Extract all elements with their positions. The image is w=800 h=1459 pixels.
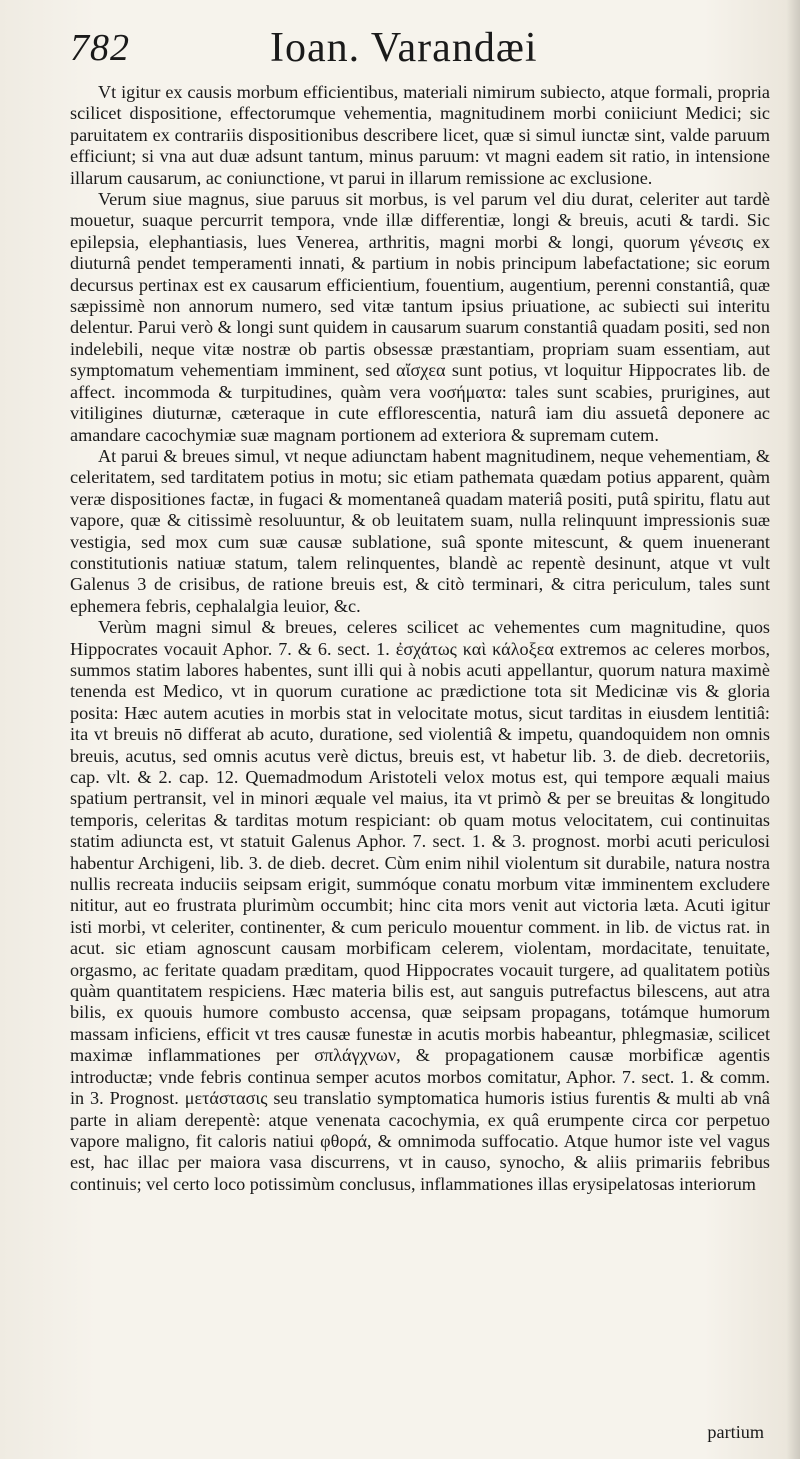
paragraph-2: Verum siue magnus, siue paruus sit morbus, is vel parum vel diu durat, celeriter aut tardè mouetur, suaque percurrit tempora, vnde illæ differentiæ, longi & breuis, acuti & tardi. Sic epilepsia, elephantiasis, lues Venerea, arthritis, magni morbi & longi, quorum γένεσις ex diuturnâ pendet temperamenti innati, & partium in nobis principum labefactatione; sic eorum decursus pertinax est ex causarum efficientium, fouentium, augentium, perenni constantiâ, quæ sæpissimè non annorum numero, sed vitæ tantum ipsius priuatione, ac subiecti sui interitu delentur. Parui verò & longi sunt quidem in causarum suarum constantiâ quadam positi, sed non indelebili, neque vitæ nostræ ob partis obsessæ præstantiam, propriam suam essentiam, aut symptomatum vehementiam imminent, sed αἴσχεα sunt potius, vt loquitur Hippocrates lib. de affect. incommoda & turpitudines, quàm vera νοσήματα: tales sunt scabies, prurigines, aut vitiligines diuturnæ, cæteraque in cute efflorescentia, naturâ iam diu assuetâ deponere ac amandare cacochymiæ suæ magnam portionem ad exteriora & supremam cutem. <box>70 189 770 445</box>
page-header <box>70 22 770 82</box>
body-text <box>70 82 770 1195</box>
paragraph-3: At parui & breues simul, vt neque adiunctam habent magnitudinem, neque vehementiam, & celeritatem, sed tarditatem potius in motu; sic etiam pathemata quædam potius apparent, quàm veræ dispositiones factæ, in fugaci & momentaneâ quadam materiâ positi, putâ spiritu, flatu aut vapore, quæ & citissimè resoluuntur, & ob leuitatem suam, nulla relinquunt impressionis suæ vestigia, sed mox cum suæ causæ sublatione, suâ sponte mitescunt, & quem inuenerant constitutionis natiuæ statum, talem relinquentes, blandè ac repentè desinunt, atque vt vult Galenus 3 de crisibus, de ratione breuis est, & citò terminari, & citra periculum, tales sunt ephemera febris, cephalalgia leuior, &c. <box>70 445 770 616</box>
paragraph-1: Vt igitur ex causis morbum efficientibus, materiali nimirum subiecto, atque formali, propria scilicet dispositione, effectorumque vehementia, magnitudinem morbi coniiciunt Medici; sic paruitatem ex contrariis dispositionibus describere licet, quæ si simul iunctæ sint, valde paruum efficiunt; si vna aut duæ adsunt tantum, minus paruum: vt magni eadem sit ratio, in intensione illarum causarum, ac coniunctione, vt parui in illarum remissione ac exclusione. <box>70 82 770 188</box>
paragraph-4: Verùm magni simul & breues, celeres scilicet ac vehementes cum magnitudine, quos Hippocrates vocauit Aphor. 7. & 6. sect. 1. ἐσχάτως καὶ κάλοξεα extremos ac celeres morbos, summos statim labores habentes, sunt illi qui à nobis acuti appellantur, quorum natura maximè tenenda est Medico, vt in quorum curatione ac prædictione tota sit Medicinæ vis & gloria posita: Hæc autem acuties in morbis stat in velocitate motus, sicut tarditas in eiusdem lentitiâ: ita vt breuis nō differat ab acuto, duratione, sed violentiâ & impetu, quandoquidem non omnis breuis, acutus, sed omnis acutus verè dictus, breuis est, vt habetur lib. 3. de dieb. decretoriis, cap. vlt. & 2. cap. 12. Quemadmodum Aristoteli velox motus est, qui tempore æquali maius spatium pertransit, vel in minori æquale vel maius, ita vt primò & per se breuitas & longitudo temporis, celeritas & tarditas motum respiciant: ob quam motus velocitatem, cui continuitas statim adiuncta est, vt statuit Galenus Aphor. 7. sect. 1. & 3. prognost. morbi acuti periculosi habentur Archigeni, lib. 3. de dieb. decret. Cùm enim nihil violentum sit durabile, natura nostra nullis recreata induciis seipsam erigit, summóque conatu morbum vitæ imminentem excludere nititur, aut eo frustrata plurimùm occumbit; hinc cita mors venit aut victoria læta. Acuti igitur isti morbi, vt celeriter, continenter, & cum periculo mouentur comment. in lib. de victus rat. in acut. sic etiam agnoscunt causam morbificam celerem, violentam, mordacitate, tenuitate, orgasmo, ac feritate quadam præditam, quod Hippocrates vocauit turgere, ad qualitatem potiùs quàm quantitatem respiciens. Hæc materia bilis est, aut sanguis putrefactus bilescens, aut atra bilis, ex quouis humore combusto accensa, quæ seipsam propagans, totámque humorum massam inficiens, efficit vt tres causæ funestæ in acutis morbis habeantur, phlegmasiæ, scilicet maximæ inflammationes per σπλάγχνων, & propagationem causæ morbificæ agentis introductæ; vnde febris continua semper acutos morbos comitatur, Aphor. 7. sect. 1. & comm. in 3. Prognost. μετάστασις seu translatio symptomatica humoris istius furentis & multi ab vnâ parte in aliam derepentè: atque venenata cacochymia, ex quâ erumpente circa cor perpetuo vapore maligno, fit caloris natiui φθορά, & omnimoda suffocatio. Atque humor iste vel vagus est, hac illac per maiora vasa discurrens, vt in causo, synocho, & aliis primariis febribus continuis; vel certo loco potissimùm conclusus, inflammationes illas erysipelatosas interiorum <box>70 617 770 1194</box>
catchword: partium <box>707 1422 764 1442</box>
page-number: 782 <box>70 27 130 69</box>
running-head: Ioan. Varandæi <box>270 25 538 71</box>
page-edge-shadow <box>786 0 800 1459</box>
